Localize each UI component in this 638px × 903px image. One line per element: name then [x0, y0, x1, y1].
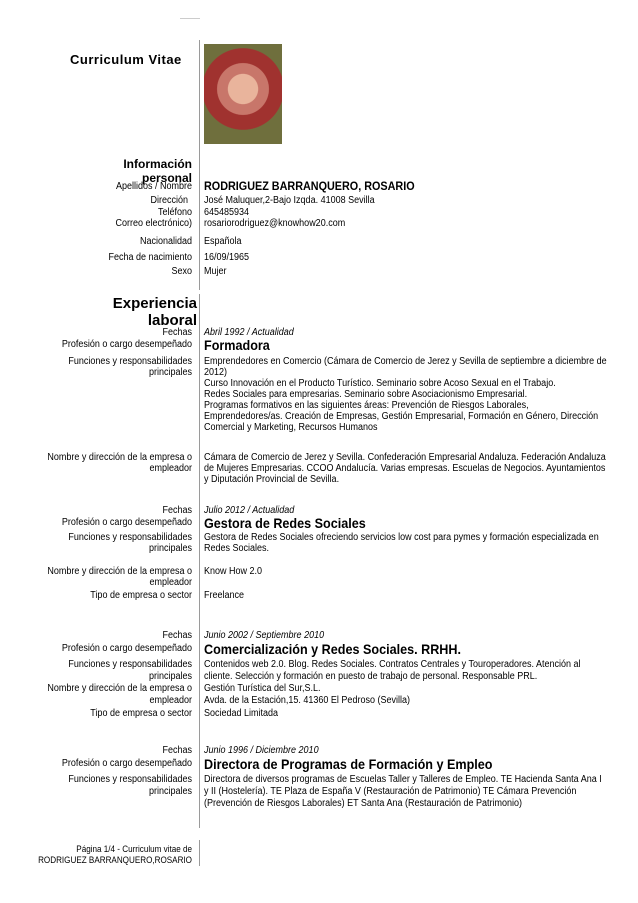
job-employer-line: Avda. de la Estación,15. 41360 El Pedroso (Sevilla) — [204, 695, 410, 706]
job-employer-line: Gestión Turística del Sur,S.L. — [204, 683, 321, 694]
job-employer-line: y Diputación Provincial de Sevilla. — [204, 474, 340, 485]
label-name: Apellidos / Nombre — [115, 181, 192, 192]
value-sex: Mujer — [204, 266, 227, 277]
profile-photo — [204, 44, 282, 144]
job-position: Formadora — [204, 337, 270, 353]
label-address: Dirección — [150, 195, 188, 206]
label-duties: Funciones y responsabilidades — [68, 356, 192, 367]
value-birthdate: 16/09/1965 — [204, 252, 250, 263]
label-employer-cont: empleador — [149, 463, 192, 474]
label-position: Profesión o cargo desempeñado — [61, 758, 193, 769]
cv-title: Curriculum Vitae — [70, 52, 182, 67]
value-nationality: Española — [204, 236, 242, 247]
job-position: Gestora de Redes Sociales — [204, 515, 366, 531]
job-position: Directora de Programas de Formación y Empleo — [204, 756, 493, 772]
job-position: Comercialización y Redes Sociales. RRHH. — [204, 641, 462, 657]
label-employer: Nombre y dirección de la empresa o — [47, 683, 192, 694]
job-duties-line: Comercial y Marketing, Recursos Humanos — [204, 422, 378, 433]
label-nationality: Nacionalidad — [139, 236, 192, 247]
label-duties-cont: principales — [148, 367, 192, 378]
label-position: Profesión o cargo desempeñado — [61, 339, 193, 350]
job-employer-line: Cámara de Comercio de Jerez y Sevilla. Confederación Empresarial Andaluza. Federación Andaluza — [204, 452, 606, 463]
job-duties-line: Directora de diversos programas de Escuelas Taller y Talleres de Empleo. TE Hacienda Santa Ana I — [204, 774, 602, 785]
label-duties-cont: principales — [148, 543, 192, 554]
job-dates: Julio 2012 / Actualidad — [204, 505, 295, 516]
job-duties-line: (Prevención de Riesgos Laborales) ET Santa Ana (Restauración de Patrimonio) — [204, 798, 523, 809]
label-sex: Sexo — [171, 266, 192, 277]
job-duties-line: Redes Sociales. — [204, 543, 270, 554]
job-duties-line: Contenidos web 2.0. Blog. Redes Sociales. Contratos Centrales y Touroperadores. Atención al — [204, 659, 581, 670]
job-dates: Abril 1992 / Actualidad — [204, 327, 294, 338]
label-dates: Fechas — [162, 745, 192, 756]
job-employer-line: Know How 2.0 — [204, 566, 263, 577]
job-duties-line: Programas formativos en las siguientes áreas: Prevención de Riesgos Laborales, — [204, 400, 529, 411]
section-experience-title: Experiencia laboral — [112, 295, 197, 329]
label-employer-cont: empleador — [149, 577, 192, 588]
job-duties-line: y II (Hostelería). TE Plaza de España V (Restauración de Patrimonio) TE Cámara Prevención — [204, 786, 577, 797]
job-sector: Sociedad Limitada — [204, 708, 279, 719]
label-employer-cont: empleador — [149, 695, 192, 706]
label-duties-cont: principales — [148, 786, 192, 797]
divider-experience — [199, 294, 200, 828]
value-address: José Maluquer,2-Bajo Izqda. 41008 Sevilla — [204, 195, 375, 206]
label-duties: Funciones y responsabilidades — [68, 532, 192, 543]
label-email: Correo electrónico) — [115, 218, 192, 229]
label-employer: Nombre y dirección de la empresa o — [47, 566, 192, 577]
job-sector: Freelance — [204, 590, 245, 601]
label-duties: Funciones y responsabilidades — [68, 659, 192, 670]
job-dates: Junio 1996 / Diciembre 2010 — [204, 745, 319, 756]
label-phone: Teléfono — [157, 207, 192, 218]
job-duties-line: Redes Sociales para empresarias. Seminario sobre Asociacionismo Empresarial. — [204, 389, 528, 400]
footer-name: RODRIGUEZ BARRANQUERO,ROSARIO — [38, 855, 192, 865]
label-birthdate: Fecha de nacimiento — [108, 252, 192, 263]
label-duties: Funciones y responsabilidades — [68, 774, 192, 785]
label-position: Profesión o cargo desempeñado — [61, 517, 193, 528]
job-duties-line: Emprendedores en Comercio (Cámara de Comercio de Jerez y Sevilla de septiembre a diciembre de — [204, 356, 607, 367]
footer-page-info: Página 1/4 - Curriculum vitae de — [76, 844, 192, 854]
label-sector: Tipo de empresa o sector — [90, 708, 192, 719]
job-duties-line: Emprendedores/as. Creación de Empresas, Gestión Empresarial, Formación en Género, Dirección — [204, 411, 599, 422]
label-employer: Nombre y dirección de la empresa o — [47, 452, 192, 463]
label-position: Profesión o cargo desempeñado — [61, 643, 193, 654]
label-dates: Fechas — [162, 327, 192, 338]
section-personal-title: Información personal — [123, 157, 192, 185]
label-sector: Tipo de empresa o sector — [90, 590, 192, 601]
job-duties-line: cliente. Selección y formación en puesto de trabajo de personal. Responsable PRL. — [204, 671, 538, 682]
label-duties-cont: principales — [148, 671, 192, 682]
job-duties-line: 2012) — [204, 367, 228, 378]
value-email: rosariorodriguez@knowhow20.com — [204, 218, 346, 229]
label-dates: Fechas — [162, 630, 192, 641]
job-dates: Junio 2002 / Septiembre 2010 — [204, 630, 325, 641]
job-duties-line: Gestora de Redes Sociales ofreciendo servicios low cost para pymes y formación especializada en — [204, 532, 599, 543]
value-name: RODRIGUEZ BARRANQUERO, ROSARIO — [204, 179, 415, 193]
value-phone: 645485934 — [204, 207, 250, 218]
top-rule — [180, 18, 200, 19]
divider-personal — [199, 40, 200, 290]
job-employer-line: de Mujeres Empresarias. CCOO Andalucía. Varias empresas. Escuelas de Negocios. Ayuntamientos — [204, 463, 606, 474]
label-dates: Fechas — [162, 505, 192, 516]
job-duties-line: Curso Innovación en el Producto Turístico. Seminario sobre Acoso Sexual en el Trabajo. — [204, 378, 556, 389]
divider-footer — [199, 840, 200, 866]
